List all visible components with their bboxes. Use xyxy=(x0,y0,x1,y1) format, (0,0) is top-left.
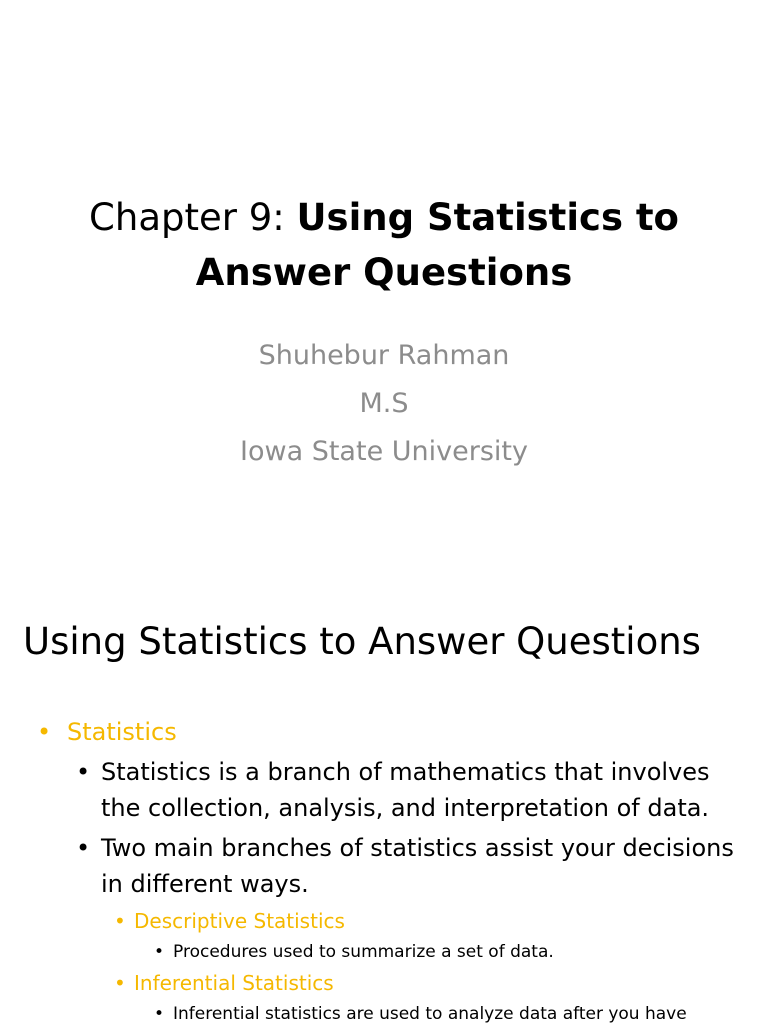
content-slide xyxy=(0,576,768,1024)
bullet-level3-item xyxy=(0,906,768,936)
bullet-text: Inferential Statistics xyxy=(134,971,334,995)
author-name: Shuhebur Rahman xyxy=(258,340,510,371)
bullet-icon: • xyxy=(154,1004,165,1024)
bullet-level2-item xyxy=(0,754,768,826)
bullet-level2-item xyxy=(0,830,768,902)
bullet-icon: • xyxy=(76,758,91,786)
bullet-text: Descriptive Statistics xyxy=(134,909,345,933)
title-prefix: Chapter 9: xyxy=(89,196,297,239)
bullet-text: Statistics is a branch of mathematics that involves the collection, analysis, and interpretation of data. xyxy=(101,758,710,822)
title-bold-part-1: Using Statistics to xyxy=(296,196,679,239)
bullet-text: Statistics xyxy=(67,718,177,746)
slide-heading: Using Statistics to Answer Questions xyxy=(23,620,701,663)
bullet-icon: • xyxy=(76,834,91,862)
bullet-level4-item xyxy=(0,938,768,966)
slide-title xyxy=(0,190,768,300)
bullet-text: Two main branches of statistics assist your decisions in different ways. xyxy=(101,834,734,898)
bullet-level1-item xyxy=(0,714,768,750)
author-degree: M.S xyxy=(359,388,409,419)
bullet-level3-item xyxy=(0,968,768,998)
bullet-text: Inferential statistics are used to analyze data after you have xyxy=(173,1004,687,1024)
bullet-level4-item xyxy=(0,1000,768,1024)
title-line-1 xyxy=(0,190,768,245)
bullet-icon: • xyxy=(114,909,126,933)
bullet-icon: • xyxy=(37,718,52,746)
bullet-list xyxy=(0,714,768,1024)
bullet-icon: • xyxy=(154,942,165,962)
author-institution: Iowa State University xyxy=(240,436,528,467)
slide-subtitle xyxy=(0,332,768,476)
bullet-icon: • xyxy=(114,971,126,995)
title-bold-part-2: Answer Questions xyxy=(195,251,573,294)
bullet-text: Procedures used to summarize a set of data. xyxy=(173,942,554,962)
